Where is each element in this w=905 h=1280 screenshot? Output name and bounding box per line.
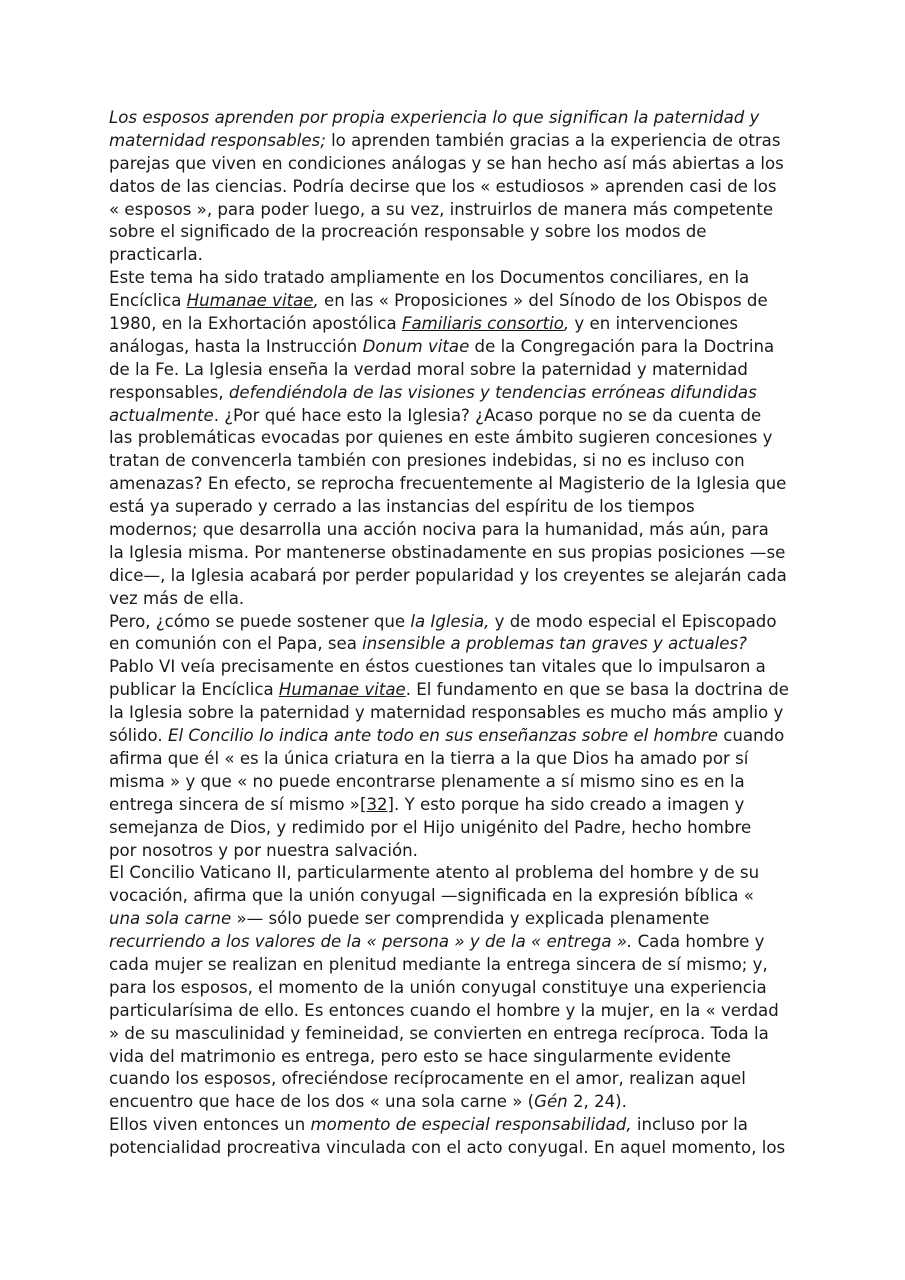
text-line [109,313,799,336]
text-segment: particularísima de ello. Es entonces cuando el hombre y la mujer, en la « verdad [109,1000,779,1020]
text-line [109,862,799,885]
text-line [109,977,799,1000]
text-segment: vida del matrimonio es entrega, pero esto se hace singularmente evidente [109,1046,731,1066]
text-line [109,565,799,588]
text-segment: Cada hombre y [632,932,765,952]
text-segment: cuando [717,726,785,746]
text-line [109,1091,799,1114]
text-segment: entrega sincera de sí mismo » [109,794,360,814]
text-segment: publicar la Encíclica [109,680,279,700]
reference-link[interactable]: Familiaris consortio [401,314,564,334]
text-segment: defendiéndola de las visiones y tendencias erróneas difundidas [228,382,757,402]
text-line [109,679,799,702]
text-line [109,336,799,359]
text-segment: El Concilio lo indica ante todo en sus enseñanzas sobre el hombre [167,726,718,746]
text-line [109,290,799,313]
text-line [109,771,799,794]
text-line [109,748,799,771]
text-line [109,885,799,908]
text-segment: insensible a problemas tan graves y actuales? [362,634,747,654]
text-segment: Pero, ¿cómo se puede sostener que [109,611,411,631]
text-line [109,382,799,405]
text-line [109,405,799,428]
text-line [109,1137,799,1160]
reference-link[interactable]: [32] [359,794,395,814]
reference-link[interactable]: Humanae vitae [278,680,406,700]
text-segment: por nosotros y por nuestra salvación. [109,840,418,860]
reference-link[interactable]: Humanae vitae [186,291,314,311]
text-segment: potencialidad procreativa vinculada con el acto conyugal. En aquel momento, los [109,1138,786,1158]
text-segment: vez más de ella. [109,588,245,608]
text-segment: Este tema ha sido tratado ampliamente en los Documentos conciliares, en la [109,268,750,288]
text-segment: semejanza de Dios, y redimido por el Hijo unigénito del Padre, hecho hombre [109,817,752,837]
text-line [109,954,799,977]
text-segment: » de su masculinidad y femineidad, se convierten en entrega recíproca. Toda la [109,1023,769,1043]
text-segment: Donum vitae [362,336,470,356]
text-segment: cada mujer se realizan en plenitud mediante la entrega sincera de sí mismo; y, [109,954,768,974]
text-segment: practicarla. [109,245,203,265]
text-segment: Gén [534,1092,568,1112]
text-segment: « esposos », para poder luego, a su vez, instruirlos de manera más competente [109,199,774,219]
text-segment: análogas, hasta la Instrucción [109,336,363,356]
text-segment: encuentro que hace de los dos « una sola carne » ( [109,1092,535,1112]
text-segment: Pablo VI veía precisamente en éstos cuestiones tan vitales que lo impulsaron a [109,657,766,677]
text-segment: en las « Proposiciones » del Sínodo de los Obispos de [318,291,768,311]
text-line [109,1068,799,1091]
text-line [109,1114,799,1137]
text-line [109,817,799,840]
text-line [109,1046,799,1069]
text-segment: tratan de convencerla también con presiones indebidas, si no es incluso con [109,451,745,471]
text-segment: 1980, en la Exhortación apostólica [109,314,402,334]
text-segment: Los esposos aprenden por propia experiencia lo que significan la paternidad y [109,108,760,127]
text-line [109,725,799,748]
text-segment: la Iglesia, [410,611,490,631]
text-segment: la Iglesia sobre la paternidad y maternidad responsables es mucho más amplio y [109,703,784,723]
text-segment: . El fundamento en que se basa la doctrina de [405,680,789,700]
text-segment: El Concilio Vaticano II, particularmente atento al problema del hombre y de su [109,863,760,883]
text-segment: de la Congregación para la Doctrina [469,336,775,356]
text-segment: . Y esto porque ha sido creado a imagen y [394,794,745,814]
text-segment: momento de especial responsabilidad, [310,1115,632,1135]
text-segment: en comunión con el Papa, sea [109,634,363,654]
text-segment: y en intervenciones [569,314,738,334]
text-line [109,496,799,519]
text-line [109,153,799,176]
text-line [109,633,799,656]
text-segment: . ¿Por qué hace esto la Iglesia? ¿Acaso porque no se da cuenta de [213,405,762,425]
text-line [109,176,799,199]
text-segment: está ya superado y cerrado a las instancias del espíritu de los tiempos [109,497,695,517]
text-line [109,702,799,725]
text-line [109,542,799,565]
text-segment: lo aprenden también gracias a la experiencia de otras [325,130,781,150]
text-line [109,611,799,634]
text-segment: actualmente [109,405,214,425]
text-segment: amenazas? En efecto, se reprocha frecuentemente al Magisterio de la Iglesia que [109,474,787,494]
text-segment: modernos; que desarrolla una acción nociva para la humanidad, más aún, para [109,520,769,540]
text-line [109,450,799,473]
text-segment: datos de las ciencias. Podría decirse que los « estudiosos » aprenden casi de los [109,176,777,196]
text-segment: afirma que él « es la única criatura en la tierra a la que Dios ha amado por sí [109,748,749,768]
text-segment: para los esposos, el momento de la unión conyugal constituye una experiencia [109,977,767,997]
text-segment: 2, 24). [567,1092,627,1112]
text-segment: sólido. [109,726,168,746]
text-segment: responsables, [109,382,229,402]
text-line [109,656,799,679]
text-line [109,908,799,931]
text-segment: incluso por la [631,1115,748,1135]
text-line [109,1023,799,1046]
text-line [109,244,799,267]
text-segment: de la Fe. La Iglesia enseña la verdad moral sobre la paternidad y maternidad [109,359,748,379]
text-line [109,473,799,496]
text-segment: dice—, la Iglesia acabará por perder popularidad y los creyentes se alejarán cada [109,565,787,585]
text-segment: recurriendo a los valores de la « persona » y de la « entrega ». [109,932,633,952]
text-segment: , [313,291,319,311]
text-line [109,588,799,611]
text-segment: Encíclica [109,291,187,311]
text-line [109,267,799,290]
text-line [109,427,799,450]
text-line [109,359,799,382]
text-segment: , [563,314,570,334]
text-line [109,130,799,153]
text-segment: cuando los esposos, ofreciéndose recíprocamente en el amor, realizan aquel [109,1069,746,1089]
text-line [109,1000,799,1023]
text-line [109,107,799,130]
text-line [109,519,799,542]
text-segment: y de modo especial el Episcopado [489,611,777,631]
text-segment: las problemáticas evocadas por quienes en este ámbito sugieren concesiones y [109,428,773,448]
text-segment: sobre el significado de la procreación responsable y sobre los modos de [109,222,707,242]
text-line [109,931,799,954]
text-line [109,199,799,222]
text-segment: vocación, afirma que la unión conyugal —significada en la expresión bíblica « [109,886,754,906]
text-segment: misma » y que « no puede encontrarse plenamente a sí mismo sino es en la [109,771,745,791]
text-segment: la Iglesia misma. Por mantenerse obstinadamente en sus propias posiciones —se [109,542,786,562]
text-line [109,840,799,863]
text-segment: una sola carne [109,909,232,929]
text-segment: maternidad responsables; [109,130,326,150]
text-segment: »— sólo puede ser comprendida y explicada plenamente [231,909,710,929]
document-body [109,107,799,1160]
text-segment: parejas que viven en condiciones análogas y se han hecho así más abiertas a los [109,153,784,173]
text-line [109,221,799,244]
text-segment: Ellos viven entonces un [109,1115,311,1135]
text-line [109,794,799,817]
